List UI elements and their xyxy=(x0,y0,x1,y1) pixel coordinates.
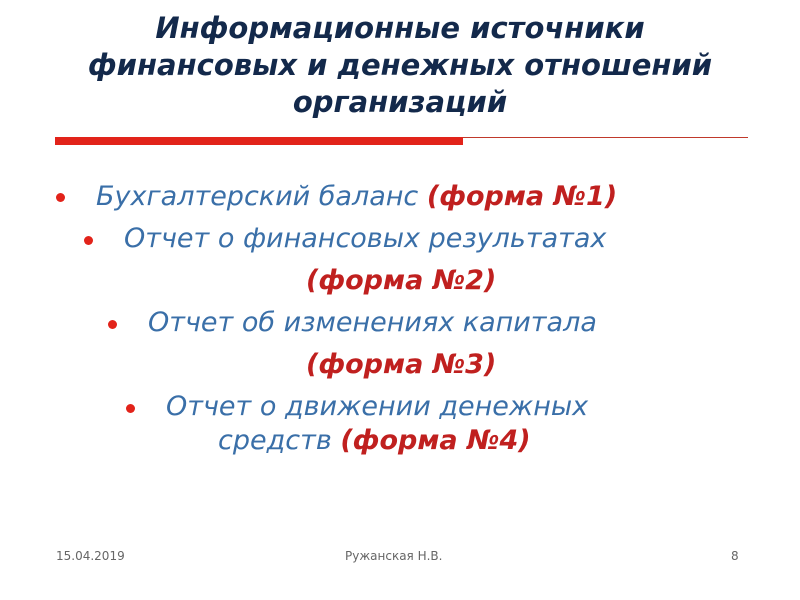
list-item-text: Бухгалтерский баланс xyxy=(96,181,427,212)
footer-date: 15.04.2019 xyxy=(56,549,125,563)
footer-page-number: 8 xyxy=(731,549,739,563)
bullet-dot-icon xyxy=(84,236,93,245)
list-item-financial-results-form xyxy=(306,264,496,298)
list-item-text: Отчет об изменениях капитала xyxy=(148,307,597,338)
list-item-capital-changes xyxy=(148,306,597,340)
list-item-text: средств xyxy=(218,425,341,456)
bullet-dot-icon xyxy=(108,320,117,329)
form-reference: (форма №2) xyxy=(306,265,497,296)
form-reference: (форма №3) xyxy=(306,349,497,380)
bullet-dot-icon xyxy=(56,193,65,202)
list-item-cash-flow xyxy=(166,390,588,424)
list-item-capital-changes-form xyxy=(306,348,496,382)
list-item-balance xyxy=(96,180,617,214)
slide-title-line-3: организаций xyxy=(292,85,508,119)
list-item-financial-results xyxy=(124,222,606,256)
list-item-text: Отчет о финансовых результатах xyxy=(124,223,607,254)
list-item-text: Отчет о движении денежных xyxy=(166,391,589,422)
list-item-cash-flow-cont xyxy=(218,424,531,458)
bullet-dot-icon xyxy=(126,404,135,413)
slide-title-line-2: финансовых и денежных отношений xyxy=(87,48,713,82)
footer-author: Ружанская Н.В. xyxy=(345,549,443,563)
slide-title-line-1: Информационные источники xyxy=(155,11,645,45)
form-reference: (форма №4) xyxy=(340,425,531,456)
form-reference: (форма №1) xyxy=(426,181,618,212)
